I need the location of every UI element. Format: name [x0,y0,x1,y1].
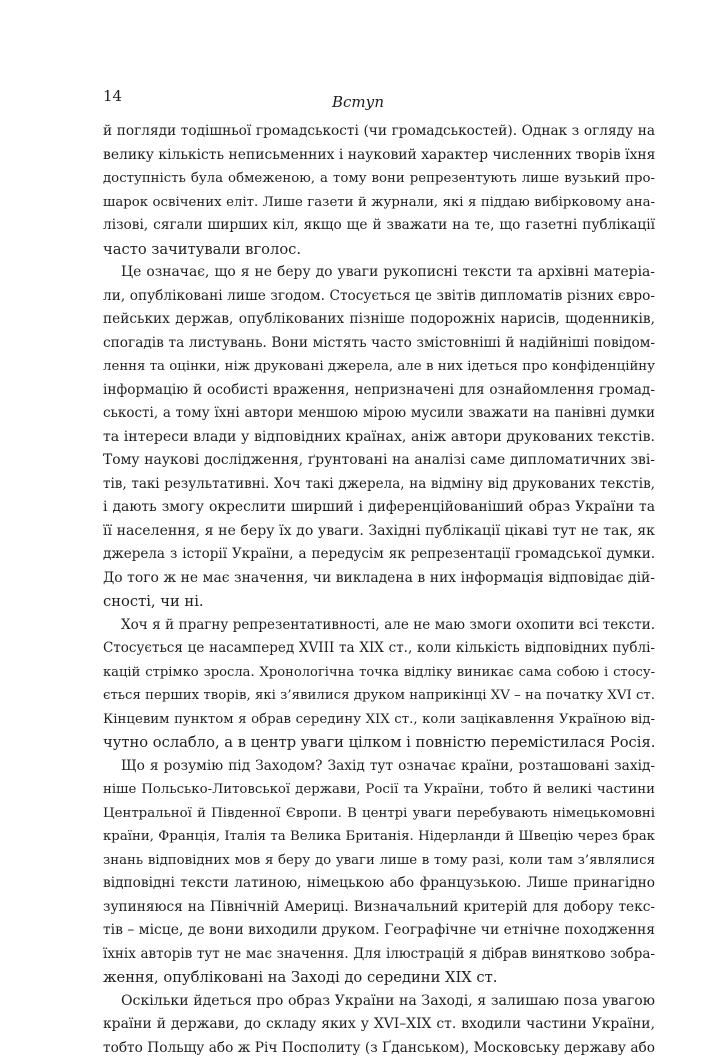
text-line: її населення, я не беру їх до уваги. Західні публікації цікаві тут не так, як [103,520,655,544]
text-line: ження, опубліковані на Заході до середини XIX ст. [103,966,655,990]
text-line: країни й держави, до складу яких у XVI–XIX ст. входили частини України, [103,1013,655,1037]
text-line: знань відповідних мов я беру до уваги лише в тому разі, коли там з’являлися [103,849,655,873]
text-line: чутно ослабло, а в центр уваги цілком і повністю перемістилася Росія. [103,731,655,755]
text-line: відповідні тексти латиною, німецькою або французькою. Лише принагідно [103,872,655,896]
text-line: Це означає, що я не беру до уваги рукописні тексти та архівні матеріа- [103,261,655,285]
text-line: Кінцевим пунктом я обрав середину XIX ст., коли зацікавлення Україною від- [103,708,655,732]
text-line: та інтереси влади у відповідних країнах, аніж автори друкованих текстів. [103,426,655,450]
text-line: країни, Франція, Італія та Велика Британія. Нідерланди й Швецію через брак [103,825,655,849]
text-line: сності, чи ні. [103,590,655,614]
text-line: джерела з історії України, а передусім як репрезентації громадської думки. [103,543,655,567]
text-line: спогадів та листувань. Вони містять часто змістовніші й надійніші повідом- [103,332,655,356]
text-line: кацій стрімко зросла. Хронологічна точка відліку виникає сама собою і стосу- [103,661,655,685]
text-line: доступність була обмеженою, а тому вони репрезентують лише вузький про- [103,167,655,191]
text-line: Що я розумію під Заходом? Захід тут означає країни, розташовані захід- [103,755,655,779]
text-line: Тому наукові дослідження, ґрунтовані на аналізі саме дипломатичних звi- [103,449,655,473]
running-header: Вступ [0,93,716,111]
text-line: велику кількість неписьменних і науковий характер численних творів їхня [103,144,655,168]
text-line: і дають змогу окреслити ширший і диференційованіший образ України та [103,496,655,520]
text-line: Стосується це насамперед XVIII та XIX ст., коли кількість відповідних публі- [103,637,655,661]
text-line: лізові, сягали ширших кіл, якщо ще й зважати на те, що газетні публікації [103,214,655,238]
body-text [103,120,655,1060]
text-line: ськості, а тому їхні автори меншою мірою мусили зважати на панівні думки [103,402,655,426]
text-line: зупиняюся на Північній Америці. Визначальний критерій для добору текс- [103,896,655,920]
text-line: Центральної й Південної Європи. В центрі уваги перебувають німецькомовні [103,802,655,826]
text-line: часто зачитували вголос. [103,238,655,262]
text-line: лення та оцінки, ніж друковані джерела, але в них ідеться про конфіденційну [103,355,655,379]
text-line: тів – місце, де вони виходили друком. Географічне чи етнічне походження [103,919,655,943]
text-line: ли, опубліковані лише згодом. Стосується це звітів дипломатів різних євро- [103,285,655,309]
text-line: й погляди тодішньої громадськості (чи громадськостей). Однак з огляду на [103,120,655,144]
text-line: ніше Польсько-Литовської держави, Росії та України, тобто й великі частини [103,778,655,802]
text-line: Оскільки йдеться про образ України на Заході, я залишаю поза увагою [103,990,655,1014]
text-line: ється перших творів, які з’явилися друком наприкінці XV – на початку XVI ст. [103,684,655,708]
text-line: тів, такі результативні. Хоч такі джерела, на відміну від друкованих текстів, [103,473,655,497]
text-line: тобто Польщу або ж Річ Посполиту (з Ґданськом), Московську державу або [103,1037,655,1060]
text-line: шарок освічених еліт. Лише газети й журнали, які я піддаю вибірковому ана- [103,191,655,215]
text-line: Хоч я й прагну репрезентативності, але не маю змоги охопити всі тексти. [103,614,655,638]
text-line: їхніх авторів тут не має значення. Для ілюстрацій я дібрав винятково зобра- [103,943,655,967]
page-number: 14 [103,87,122,105]
text-line: пейських держав, опублікованих пізніше подорожніх нарисів, щоденників, [103,308,655,332]
text-line: До того ж не має значення, чи викладена в них інформація відповідає дій- [103,567,655,591]
text-line: інформацію й особисті враження, непризначені для ознайомлення громад- [103,379,655,403]
